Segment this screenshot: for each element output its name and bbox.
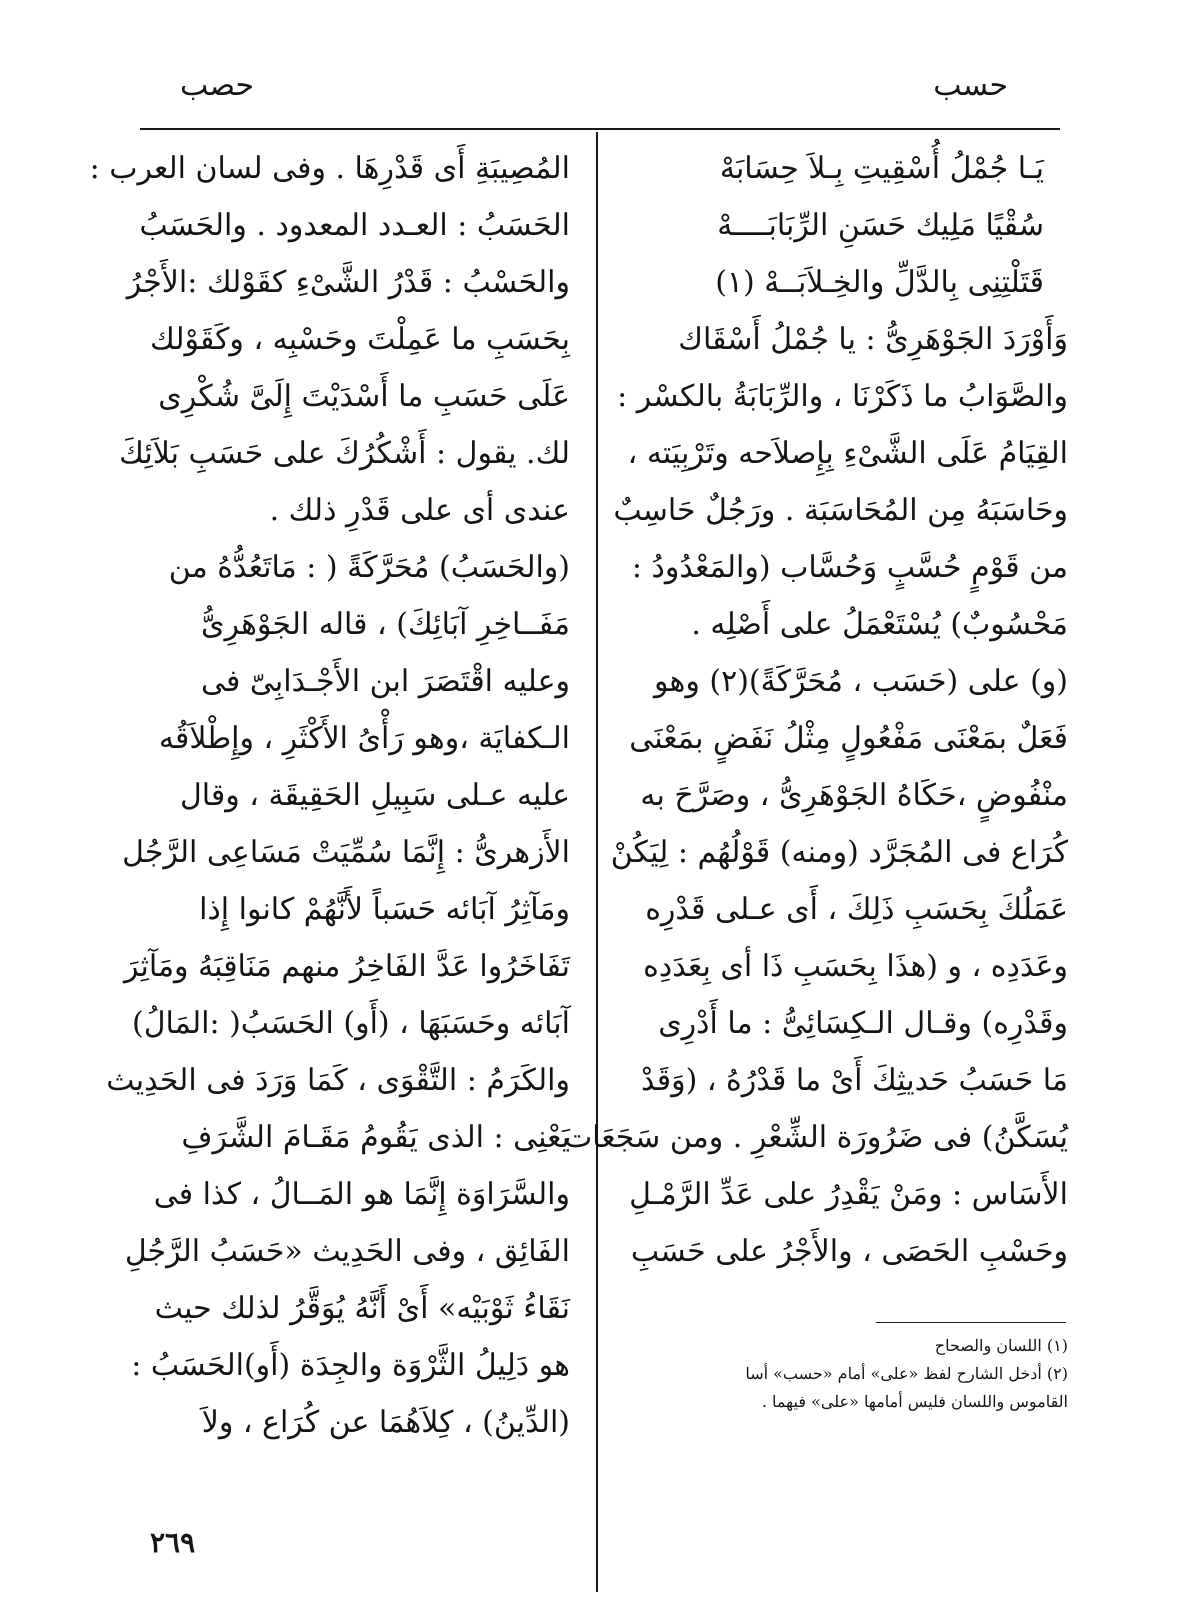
text-line: الـكفايَة ،وهو رَأْىُ الأَكْثَرِ ، وإِطْلاَقُه xyxy=(158,721,570,756)
verse-line: يَـا جُمْلُ أُسْقِيتِ بِـلاَ حِسَابَهْ xyxy=(719,151,1044,186)
text-line: مَفَــاخِرِ آبَائِكَ) ، قاله الجَوْهَرِىُّ xyxy=(201,607,570,642)
footnote: القاموس واللسان فليس أمامها «على» فيهما . xyxy=(761,1392,1068,1411)
text-line: وقَدْرِه) وقـال الـكِسَائِىُّ : ما أَدْرِى xyxy=(658,1006,1068,1041)
text-line: بِحَسَبِ ما عَمِلْتَ وحَسْبِه ، وكَقَوْلك xyxy=(150,322,570,357)
text-line: (الدِّينُ) ، كِلاَهُمَا عن كُرَاع ، ولاَ xyxy=(201,1405,570,1440)
text-line: مَحْسُوبٌ) يُسْتَعْمَلُ على أَصْلِه . xyxy=(691,607,1068,642)
text-line: وَأَوْرَدَ الجَوْهَرِىُّ : يا جُمْلُ أَسْقَاك xyxy=(678,322,1068,357)
text-line: والكَرَمُ : التَّقْوَى ، كَمَا وَرَدَ فى الحَدِيث xyxy=(106,1063,570,1098)
text-line: عليه عـلى سَبِيلِ الحَقِيقَة ، وقال xyxy=(179,778,570,813)
text-line: يَعْنِى : الذى يَقُومُ مَقَـامَ الشَّرَفِ xyxy=(181,1120,570,1155)
header-rule xyxy=(140,128,1060,130)
text-line: الحَسَبُ : العـدد المعدود . والحَسَبُ xyxy=(139,208,570,243)
column-divider xyxy=(596,132,598,1592)
text-line: من قَوْمٍ حُسَّبٍ وَحُسَّاب (والمَعْدُودُ : xyxy=(631,550,1068,585)
footnotes xyxy=(648,1332,1068,1416)
verse-line: سُقْيًا مَلِيك حَسَنِ الرِّبَابَــــهْ xyxy=(717,208,1044,243)
verse-line: قَتَلْتِنِى بِالدَّلِّ والخِـلاَبَــهْ (١) xyxy=(715,265,1044,300)
text-line: الأَزهرىُّ : إِنَّمَا سُمِّيَتْ مَسَاعِى الرَّجُل xyxy=(122,835,570,870)
text-line: عندى أى على قَدْرِ ذلك . xyxy=(269,493,570,528)
text-line: آبَائه وحَسَبَهَا ، (أَو) الحَسَبُ( :المَالُ) xyxy=(131,1006,570,1041)
right-column xyxy=(563,140,1068,1280)
headword-right: حسب xyxy=(933,68,1008,103)
text-line: لك. يقول : أَشْكُرُكَ على حَسَبِ بَلاَئِكَ xyxy=(119,436,570,471)
left-column xyxy=(89,140,570,1451)
footnote-rule xyxy=(876,1322,1066,1323)
text-line: كُرَاع فى المُجَرَّد (ومنه) قَوْلُهُم : لِيَكُنْ xyxy=(610,835,1068,870)
text-line: مَا حَسَبُ حَديثِكَ أَىْ ما قَدْرُهُ ، (وَقَدْ xyxy=(641,1063,1068,1098)
text-line: هو دَلِيلُ الثَّرْوَة والجِدَة (أَو)الحَسَبُ : xyxy=(131,1348,570,1383)
text-line: الأَسَاس : ومَنْ يَقْدِرُ على عَدِّ الرَّمْـلِ xyxy=(629,1177,1068,1212)
text-line: القِيَامُ عَلَى الشَّىْءِ بِإِصلاَحه وتَرْبِيَته ، xyxy=(627,436,1068,471)
text-line: (والحَسَبُ) مُحَرَّكَةً ( : مَاتَعُدُّهُ من xyxy=(168,550,570,585)
text-line: ومَآثِرُ آبَائه حَسَباً لأَنَّهُمْ كانوا إِذا xyxy=(199,892,570,927)
footnote: (٢) أدخل الشارح لفظ «على» أمام «حسب» أسا xyxy=(745,1364,1068,1383)
text-line: يُسَكَّنُ) فى ضَرُورَة الشِّعْرِ . ومن سَجَعَات xyxy=(563,1120,1068,1155)
headword-left: حصب xyxy=(180,68,255,103)
text-line: المُصِيبَةِ أَى قَدْرِهَا . وفى لسان العرب : xyxy=(89,151,570,186)
text-line: عَلَى حَسَبِ ما أَسْدَيْتَ إِلَىَّ شُكْرِى xyxy=(158,379,570,414)
text-line: وعليه اقْتَصَرَ ابن الأَجْـدَابِىّ فى xyxy=(201,664,570,699)
text-line: وحَاسَبَهُ مِن المُحَاسَبَة . ورَجُلٌ حَاسِبٌ xyxy=(613,493,1068,528)
page-number: ٢٦٩ xyxy=(150,1526,196,1559)
text-line: (و) على (حَسَب ، مُحَرَّكَةً)(٢) وهو xyxy=(654,664,1068,699)
text-line: نَقَاءُ ثَوْبَيْه» أَىْ أَنَّهُ يُوَقَّرُ لذلك حيث xyxy=(154,1291,570,1326)
text-line: الفَائِق ، وفى الحَدِيث «حَسَبُ الرَّجُلِ xyxy=(124,1234,570,1269)
text-line: فَعَلٌ بمَعْنَى مَفْعُولٍ مِثْلُ نَفَضٍ بمَعْنَى xyxy=(629,721,1068,756)
text-line: تَفَاخَرُوا عَدَّ الفَاخِرُ منهم مَنَاقِبَهُ ومَآثِرَ xyxy=(123,949,570,984)
text-line: والصَّوَابُ ما ذَكَرْنَا ، والرِّبَابَةُ بالكسْر : xyxy=(617,379,1068,414)
footnote: (١) اللسان والصحاح xyxy=(934,1336,1068,1355)
text-line: والسَّرَاوَة إِنَّمَا هو المَــالُ ، كذا فى xyxy=(153,1177,570,1212)
text-line: عَمَلُكَ بِحَسَبِ ذَلِكَ ، أَى عـلى قَدْرِه xyxy=(645,892,1068,927)
text-line: وحَسْبِ الحَصَى ، والأَجْرُ على حَسَبِ xyxy=(630,1234,1068,1269)
text-line: منْفُوضٍ ،حَكَاهُ الجَوْهَرِىُّ ، وصَرَّحَ به xyxy=(640,778,1068,813)
text-line: وعَدَدِه ، و (هذَا بِحَسَبِ ذَا أى بِعَدَدِه xyxy=(643,949,1068,984)
text-line: والحَسْبُ : قَدْرُ الشَّىْءِ كقَوْلك :الأَجْرُ xyxy=(126,265,570,300)
